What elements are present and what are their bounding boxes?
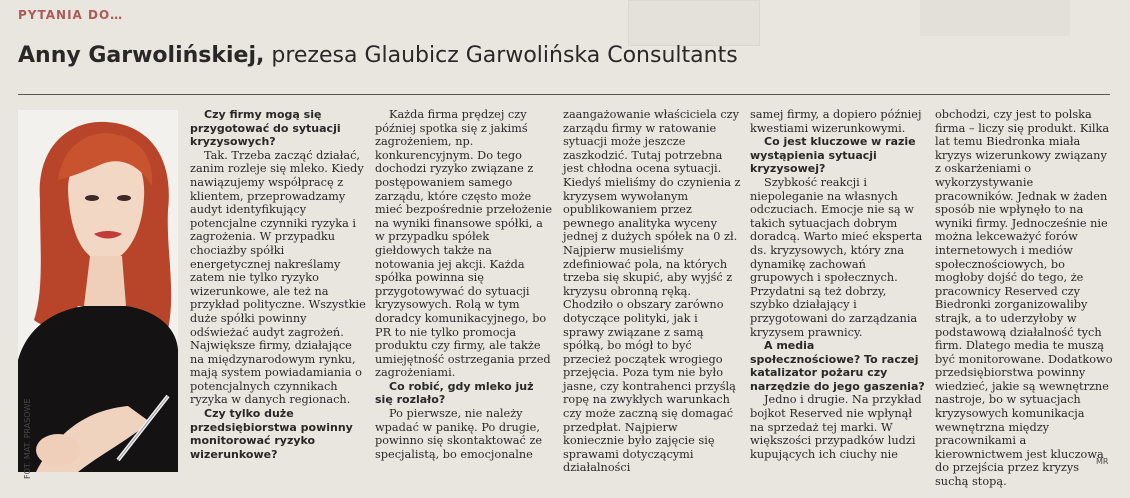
paragraph-2a: Każda firma prędzej czy później spotka się z jakimś zagrożeniem, np. konkurencyjnym. Do tego dochodzi ryzyko związane z postępowaniem samego zarządu, które często może mieć bezpośrednie przełożenie na wyniki finansowe spółki, a w przypadku spółek giełdowych także na notowania jej akcji. Każda spółka powinna się przygotowywać do sytuacji kryzysowych. Rolą w tym doradcy komunikacyjnego, bo PR to nie tylko promocja produktu czy firmy, ale także umiejętność ostrzegania przed zagrożeniami. — [375, 108, 553, 380]
question-1: Czy firmy mogą się przygotować do sytuacji kryzysowych? — [190, 108, 341, 149]
answer-1: Tak. Trzeba zacząć działać, zanim rozleje się mleko. Kiedy nawiązujemy współpracę z klientem, przeprowadzamy audyt identyfikujący potencjalne czynniki ryzyka i zagrożenia. W przypadku chociażby spółki energetycznej nakreślamy zatem nie tylko ryzyko wizerunkowe, ale też na przykład polityczne. Wszystkie duże spółki powinny odświeżać audyt zagrożeń. Największe firmy, działające na międzynarodowym rynku, mają system powiadamiania o potencjalnych czynnikach ryzyka w danych regionach. — [190, 148, 366, 407]
paragraph-4a: samej firmy, a dopiero później kwestiami wizerunkowymi. — [750, 108, 922, 135]
article-column-2 — [375, 108, 553, 461]
section-kicker: PYTANIA DO… — [18, 8, 124, 22]
photo-credit: FOT. MAT. PRASOWE — [23, 398, 32, 479]
article-column-3 — [563, 108, 741, 475]
portrait-photo — [18, 110, 178, 472]
background-bleed-graphic — [628, 0, 760, 46]
paragraph-4c: Jedno i drugie. Na przykład bojkot Reserved nie wpłynął na sprzedaż tej marki. W większości przypadków ludzi kupujących ich ciuchy nie — [750, 393, 922, 461]
headline-divider — [18, 94, 1110, 95]
paragraph-3a: zaangażowanie właściciela czy zarządu firmy w ratowanie sytuacji może jeszcze zaszkodzić. Tutaj potrzebna jest chłodna ocena sytuacji. Kiedyś mieliśmy do czynienia z kryzysem wywołanym opublikowaniem przez pewnego analityka wyceny jednej z dużych spółek na 0 zł. Najpierw musieliśmy zdefiniować pola, na których trzeba się skupić, aby wyjść z kryzysu obronną ręką. Chodziło o obszary zarówno dotyczące polityki, jak i sprawy związane z samą spółką, bo mógł to być przecież początek wrogiego przejęcia. Poza tym nie było jasne, czy kontrahenci przyślą ropę na zwykłych warunkach czy może zaczną się domagać przedpłat. Najpierw koniecznie było zajęcie się sprawami dotyczącymi działalności — [563, 108, 741, 475]
background-bleed-graphic-2 — [920, 0, 1070, 36]
paragraph-5a: obchodzi, czy jest to polska firma – liczy się produkt. Kilka lat temu Biedronka miała kryzys wizerunkowy związany z oskarżeniami o wykorzystywanie pracowników. Jednak w żaden sposób nie wpłynęło to na wyniki firmy. Jednocześnie nie można lekceważyć forów internetowych i mediów społecznościowych, bo mogłoby dojść do tego, że pracownicy Reserved czy Biedronki zorganizowaliby strajk, a to uderzyłoby w podstawową działalność tych firm. Dlatego media te muszą być monitorowane. Dodatkowo przedsiębiorstwa powinny wiedzieć, jakie są wewnętrzne nastroje, bo w sytuacjach kryzysowych komunikacja wewnętrzna między pracownikami a kierownictwem jest kluczowa do przejścia przez kryzys suchą stopą. — [935, 108, 1113, 489]
question-5: A media społecznościowe? To raczej katalizator pożaru czy narzędzie do jego gaszenia? — [750, 339, 925, 393]
article-column-5 — [935, 108, 1113, 489]
article-column-4 — [750, 108, 928, 461]
article-column-1 — [190, 108, 368, 461]
question-3: Co robić, gdy mleko już się rozlało? — [375, 379, 534, 407]
headline-name: Anny Garwolińskiej, — [18, 43, 265, 68]
author-signature: MR — [1096, 457, 1109, 466]
paragraph-2b: Po pierwsze, nie należy wpadać w panikę. Po drugie, powinno się skontaktować ze specjalistą, bo emocjonalne — [375, 407, 543, 461]
question-4: Co jest kluczowe w razie wystąpienia sytuacji kryzysowej? — [750, 135, 916, 176]
question-2: Czy tylko duże przedsiębiorstwa powinny monitorować ryzyko wizerunkowe? — [190, 407, 353, 461]
paragraph-4b: Szybkość reakcji i niepoleganie na własnych odczuciach. Emocje nie są w takich sytuacjach dobrym doradcą. Warto mieć eksperta ds. kryzysowych, który zna dynamikę zachowań grupowych i społecznych. Przydatni są też dobrzy, szybko działający i przygotowani do zarządzania kryzysem prawnicy. — [750, 175, 923, 339]
headline-role: prezesa Glaubicz Garwolińska Consultants — [271, 43, 738, 68]
headline — [18, 43, 738, 68]
